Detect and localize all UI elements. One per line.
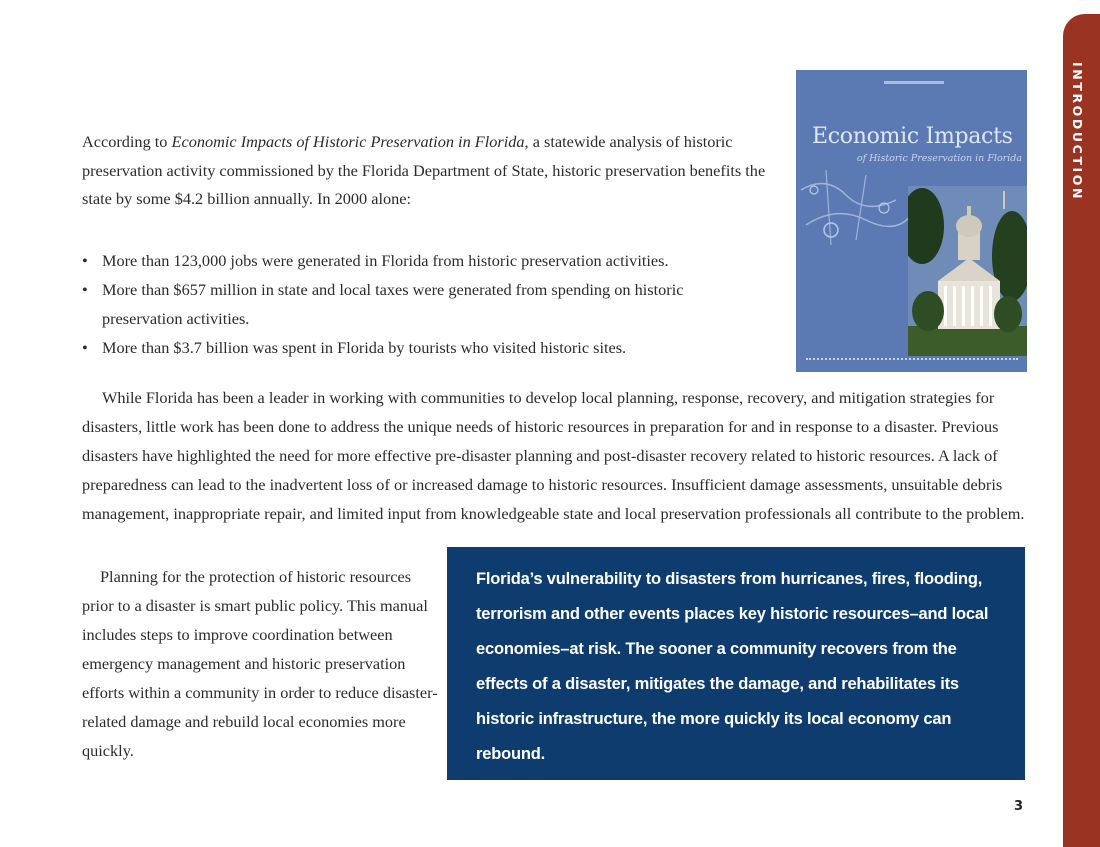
list-item: [82, 246, 762, 275]
list-item: [82, 275, 762, 333]
cover-footer-rule: [806, 358, 1018, 362]
intro-prefix: According to: [82, 132, 172, 151]
page-number: 3: [1014, 799, 1024, 814]
pull-quote-box: [447, 547, 1025, 780]
cover-header-rule: [884, 81, 944, 84]
list-item: [82, 333, 762, 362]
cover-network-graphic: [796, 170, 916, 250]
list-item-text: More than 123,000 jobs were generated in Florida from historic preservation activities.: [102, 251, 669, 270]
intro-suffix: , a statewide analysis of historic preservation activity commissioned by the Florida Department of State, historic preservation benefits the state by some $4.2 billion annually. In 2000 alone:: [82, 132, 766, 208]
policy-paragraph: Planning for the protection of historic resources prior to a disaster is smart public policy. This manual includes steps to improve coordination between emergency management and historic preservation efforts within a community in order to reduce disaster-related damage and rebuild local economies more quickly.: [82, 567, 438, 760]
bullet-icon: •: [82, 338, 88, 357]
cover-subtitle: of Historic Preservation in Florida: [856, 153, 1022, 164]
list-item-text: More than $3.7 billion was spent in Florida by tourists who visited historic sites.: [102, 338, 627, 357]
report-cover-image: [796, 70, 1027, 372]
disaster-planning-paragraph: While Florida has been a leader in working with communities to develop local planning, response, recovery, and mitigation strategies for disasters, little work has been done to address the unique needs of historic resources in preparation for and in response to a disaster. Previous disasters have highlighted the need for more effective pre-disaster planning and post-disaster recovery related to historic resources. A lack of preparedness can lead to the inadvertent loss of or increased damage to historic resources. Insufficient damage assessments, unsuitable debris management, inappropriate repair, and limited input from knowledgeable state and local preservation professionals all contribute to the problem.: [82, 388, 1025, 523]
intro-paragraph: [82, 128, 782, 214]
list-item-text: More than $657 million in state and local taxes were generated from spending on historic preservation activities.: [102, 280, 684, 328]
bullet-icon: •: [82, 251, 88, 270]
statistics-list: [82, 246, 762, 362]
capitol-building-photo: [908, 186, 1027, 356]
pull-quote-text: Florida’s vulnerability to disasters from hurricanes, fires, flooding, terrorism and other events places key historic resources–and local economies–at risk. The sooner a community recovers from the effects of a disaster, mitigates the damage, and rehabilitates its historic infrastructure, the more quickly its local economy can rebound.: [476, 570, 989, 763]
bullet-icon: •: [82, 280, 88, 299]
section-tab-label: INTRODUCTION: [1070, 62, 1085, 202]
cover-title: Economic Impacts: [812, 124, 1013, 149]
report-title-reference: Economic Impacts of Historic Preservation in Florida: [171, 132, 525, 151]
